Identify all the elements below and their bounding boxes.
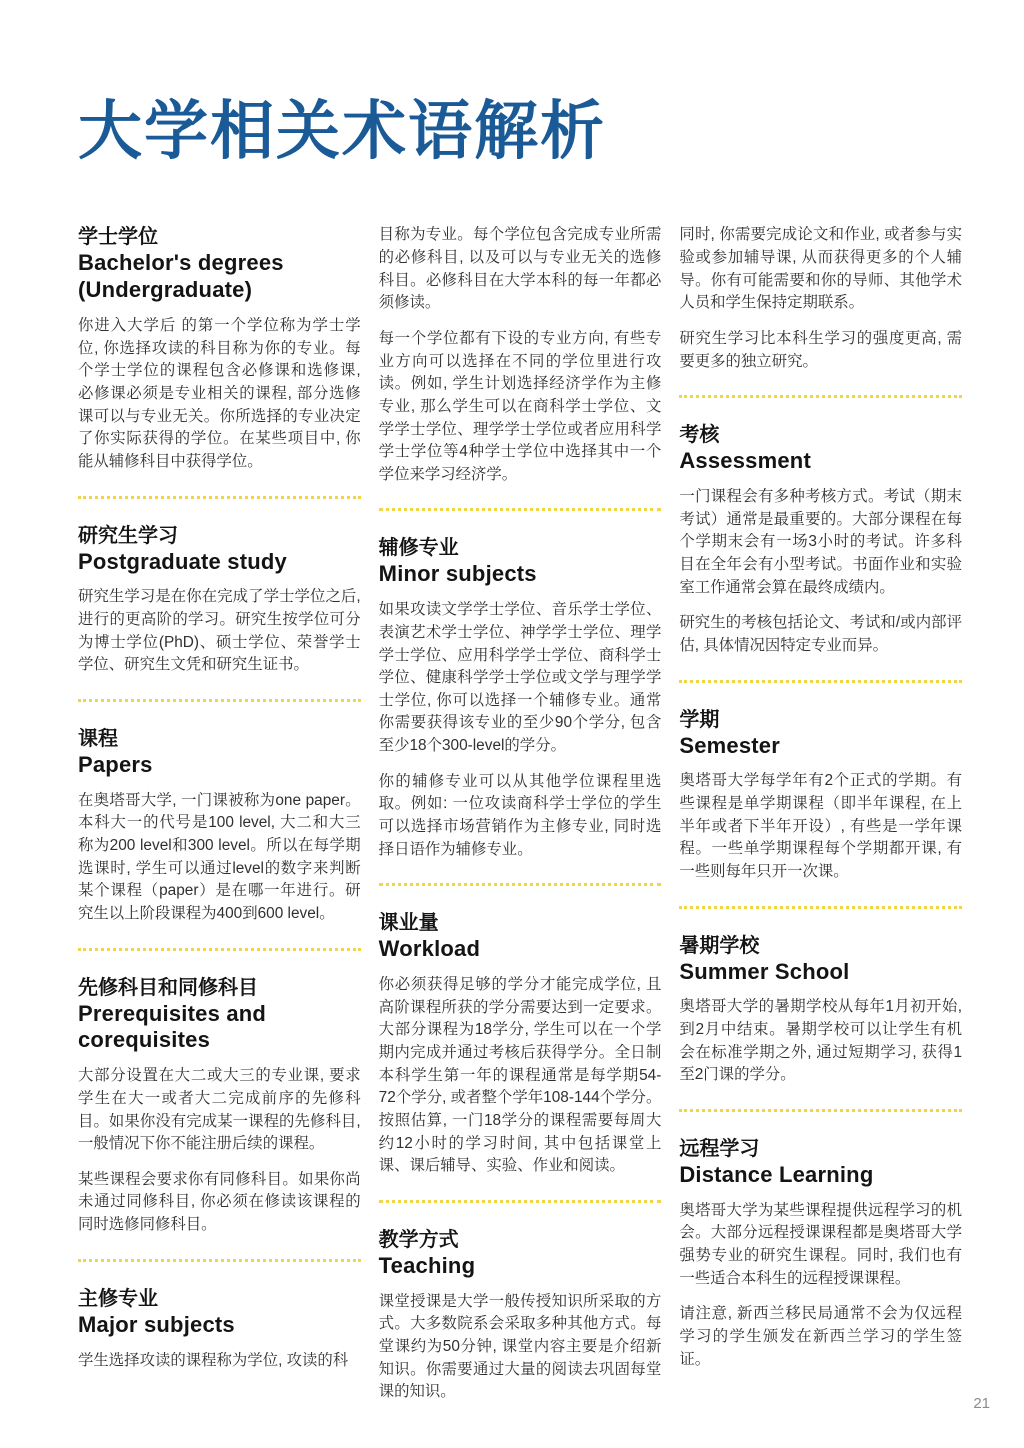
section-heading-zh: 先修科目和同修科目 — [78, 976, 258, 999]
page-title: 大学相关术语解析 — [78, 95, 606, 167]
section-summer-school — [679, 933, 962, 1087]
section-teaching — [379, 1227, 662, 1404]
section-heading-en: Workload — [378, 936, 481, 962]
section-paragraph: 目称为专业。每个学位包含完成专业所需的必修科目, 以及可以与专业无关的选修科目。必修科目在大学本科的每一年都必须修读。 — [378, 226, 662, 312]
section-divider — [78, 699, 361, 702]
section-divider — [78, 948, 361, 951]
section-heading-zh: 考核 — [679, 424, 720, 447]
section-divider — [379, 508, 662, 511]
section-heading-en: Bachelor's degrees (Undergraduate) — [78, 250, 284, 303]
section-divider — [379, 883, 662, 886]
section-heading-en: Major subjects — [78, 1311, 235, 1337]
section-minor-subjects — [379, 535, 662, 861]
section-paragraph: 在奥塔哥大学, 一门课被称为one paper。本科大一的代号是100 level, 大二和大三称为200 level和300 level。所以在每学期选课时, 学生可以通过level的数字来判断某个课程（paper）是在哪一年进行。研究生以上阶段课程为400到600 level。 — [78, 791, 361, 922]
section-paragraph: 研究生学习比本科生学习的强度更高, 需要更多的独立研究。 — [679, 329, 963, 370]
section-divider — [679, 680, 962, 683]
section-heading-en: Summer School — [679, 958, 850, 984]
section-heading-en: Semester — [679, 732, 781, 758]
section-paragraph: 研究生学习是在你在完成了学士学位之后, 进行的更高阶的学习。研究生按学位可分为博士学位(PhD)、硕士学位、荣誉学士学位、研究生文凭和研究生证书。 — [78, 588, 361, 674]
section-heading-en: Postgraduate study — [78, 548, 287, 574]
section-heading-zh: 辅修专业 — [378, 537, 459, 560]
section-paragraph: 一门课程会有多种考核方式。考试（期末考试）通常是最重要的。大部分课程在每个学期末会有一场3小时的考试。许多科目在全年会有小型考试。书面作业和实验室工作通常会算在最终成绩内。 — [679, 488, 963, 596]
section-distance-learning — [679, 1136, 962, 1371]
section-heading-zh: 研究生学习 — [78, 524, 178, 547]
section-paragraph: 你的辅修专业可以从其他学位课程里选取。例如: 一位攻读商科学士学位的学生可以选择市场营销作为主修专业, 同时选择日语作为辅修专业。 — [378, 772, 662, 858]
section-prerequisites-corequisites — [78, 975, 361, 1237]
column-2 — [379, 224, 662, 1404]
section-heading-zh: 课业量 — [378, 912, 439, 935]
section-heading-zh: 课程 — [78, 727, 118, 750]
section-workload — [379, 910, 662, 1178]
section-paragraph: 大部分设置在大二或大三的专业课, 要求学生在大一或者大二完成前序的先修科目。如果你没有完成某一课程的先修科目, 一般情况下你不能注册后续的课程。 — [78, 1067, 361, 1153]
section-heading-zh: 学士学位 — [78, 226, 158, 249]
three-column-layout — [78, 224, 962, 1404]
section-heading-en: Assessment — [679, 448, 811, 474]
section-heading-zh: 学期 — [679, 708, 720, 731]
section-divider — [679, 906, 962, 909]
section-teaching-continued — [679, 224, 962, 373]
column-3 — [679, 224, 962, 1404]
section-heading-en: Prerequisites and corequisites — [78, 1000, 267, 1053]
section-heading-en: Minor subjects — [378, 561, 537, 587]
section-paragraph: 同时, 你需要完成论文和作业, 或者参与实验或参加辅导课, 从而获得更多的个人辅导。你有可能需要和你的导师、其他学术人员和学生保持定期联系。 — [679, 226, 963, 312]
section-paragraph: 某些课程会要求你有同修科目。如果你尚未通过同修科目, 你必须在修读该课程的同时选修同修科目。 — [78, 1170, 361, 1234]
section-paragraph: 你进入大学后 的第一个学位称为学士学位, 你选择攻读的科目称为你的专业。每个学士学位的课程包含必修课和选修课, 必修课必须是专业相关的课程, 部分选修课可以与专业无关。你所选择的专业决定了你实际获得的学位。在某些项目中, 你能从辅修科目中获得学位。 — [78, 317, 361, 470]
section-heading-zh: 教学方式 — [378, 1228, 459, 1251]
section-paragraph: 课堂授课是大学一般传授知识所采取的方式。大多数院系会采取多种其他方式。每堂课约为50分钟, 课堂内容主要是介绍新知识。你需要通过大量的阅读去巩固每堂课的知识。 — [378, 1292, 662, 1401]
section-major-subjects-continued — [379, 224, 662, 486]
section-divider — [78, 1259, 361, 1262]
section-paragraph: 请注意, 新西兰移民局通常不会为仅远程学习的学生颁发在新西兰学习的学生签证。 — [679, 1305, 963, 1368]
page-number: 21 — [973, 1395, 990, 1412]
section-paragraph: 学生选择攻读的课程称为学位, 攻读的科 — [78, 1351, 349, 1369]
column-1 — [78, 224, 361, 1404]
section-paragraph: 奥塔哥大学为某些课程提供远程学习的机会。大部分远程授课课程都是奥塔哥大学强势专业的研究生课程。同时, 我们也有一些适合本科生的远程授课课程。 — [679, 1201, 963, 1287]
section-heading-zh: 远程学习 — [679, 1137, 760, 1160]
section-heading-en: Distance Learning — [679, 1161, 874, 1187]
section-assessment — [679, 422, 962, 657]
section-bachelors-degrees — [78, 224, 361, 473]
section-paragraph: 奥塔哥大学每学年有2个正式的学期。有些课程是单学期课程（即半年课程, 在上半年或者下半年开设）, 有些是一学年课程。一些单学期课程每个学期都开课, 有一些则每年只开一次课。 — [679, 772, 963, 880]
section-semester — [679, 707, 962, 884]
section-paragraph: 你必须获得足够的学分才能完成学位, 且高阶课程所获的学分需要达到一定要求。大部分课程为18学分, 学生可以在一个学期内完成并通过考核后获得学分。全日制本科学生第一年的课程通常是每学期54-72个学分, 或者整个学年108-144个学分。按照估算, 一门18学分的课程需要每周大约12小时的学习时间, 其中包括课堂上课、课后辅导、实验、作业和阅读。 — [378, 976, 662, 1175]
section-divider — [379, 1200, 662, 1203]
section-paragraph: 奥塔哥大学的暑期学校从每年1月初开始, 到2月中结束。暑期学校可以让学生有机会在标准学期之外, 通过短期学习, 获得1至2门课的学分。 — [679, 998, 963, 1084]
section-paragraph: 如果攻读文学学士学位、音乐学士学位、表演艺术学士学位、神学学士学位、理学学士学位、应用科学学士学位、商科学士学位、健康科学学士学位或文学与理学学士学位, 你可以选择一个辅修专业。通常你需要获得该专业的至少90个学分, 包含至少18个300-level的学分。 — [378, 601, 662, 755]
section-divider — [679, 1109, 962, 1112]
section-papers — [78, 726, 361, 926]
section-heading-zh: 主修专业 — [78, 1287, 158, 1310]
section-heading-en: Papers — [78, 751, 153, 777]
section-postgraduate-study — [78, 523, 361, 677]
section-divider — [679, 395, 962, 398]
section-heading-zh: 暑期学校 — [679, 934, 760, 957]
section-heading-en: Teaching — [378, 1252, 476, 1278]
section-paragraph: 研究生的考核包括论文、考试和/或内部评估, 具体情况因特定专业而异。 — [679, 614, 963, 654]
section-divider — [78, 496, 361, 499]
section-major-subjects — [78, 1286, 361, 1372]
section-paragraph: 每一个学位都有下设的专业方向, 有些专业方向可以选择在不同的学位里进行攻读。例如, 学生计划选择经济学作为主修专业, 那么学生可以在商科学士学位、文学学士学位、理学学士学位或者应用科学学士学位等4种学士学位中选择其中一个学位来学习经济学。 — [378, 329, 662, 483]
